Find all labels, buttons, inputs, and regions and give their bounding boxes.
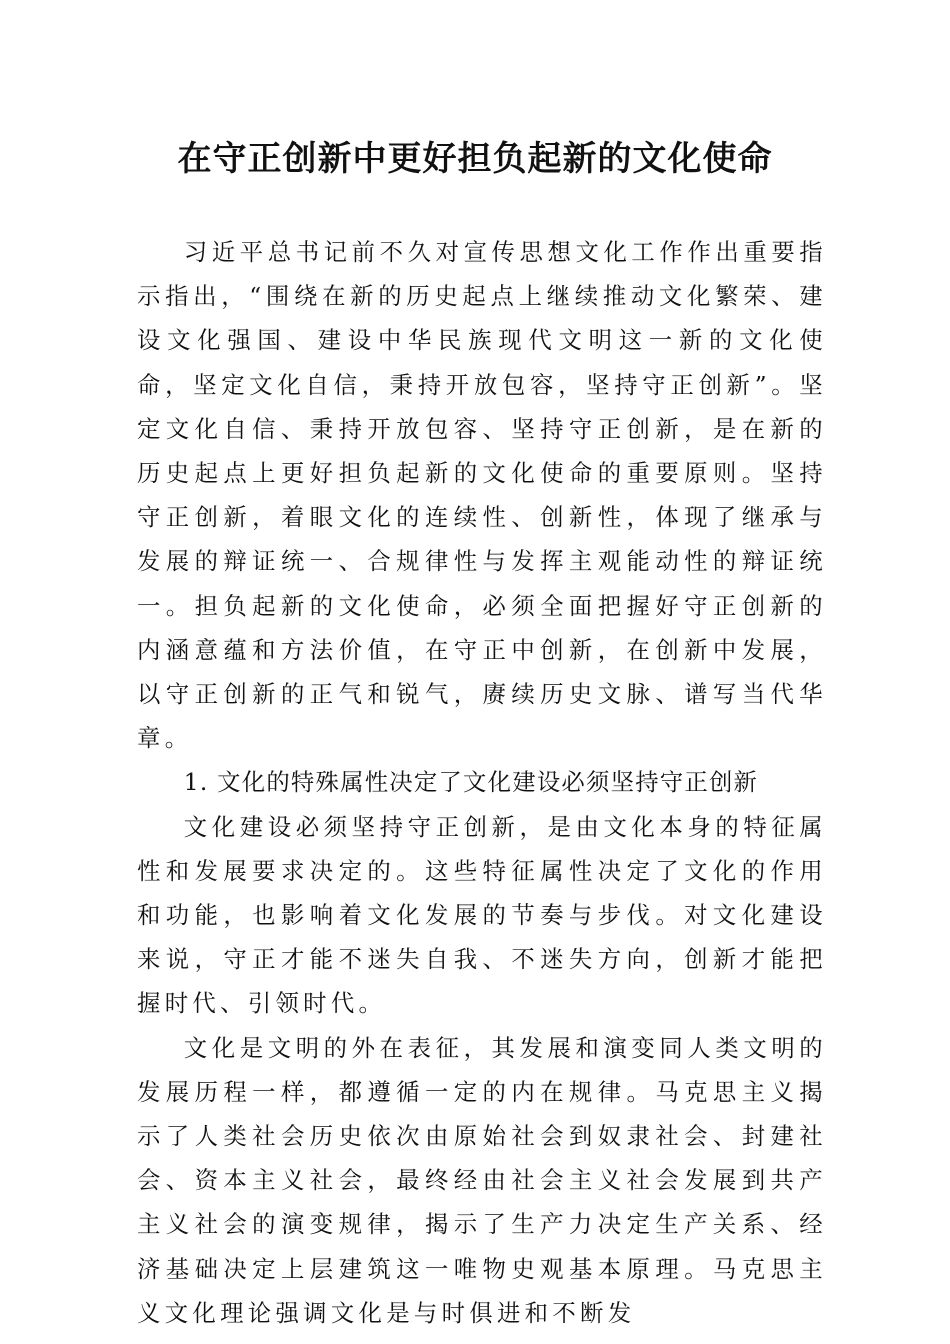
paragraph-culture-civilization: 文化是文明的外在表征，其发展和演变同人类文明的发展历程一样，都遵循一定的内在规律。马克思主义揭示了人类社会历史依次由原始社会到奴隶社会、封建社会、资本主义社会，最终经由社会主义社会发展到共产主义社会的演变规律，揭示了生产力决定生产关系、经济基础决定上层建筑这一唯物史观基本原理。马克思主义文化理论强调文化是与时俱进和不断发 <box>137 1033 827 1327</box>
paragraph-intro: 习近平总书记前不久对宣传思想文化工作作出重要指示指出，“围绕在新的历史起点上继续推动文化繁荣、建设文化强国、建设中华民族现代文明这一新的文化使命，坚定文化自信，秉持开放包容，坚持守正创新”。坚定文化自信、秉持开放包容、坚持守正创新，是在新的历史起点上更好担负起新的文化使命的重要原则。坚持守正创新，着眼文化的连续性、创新性，体现了继承与发展的辩证统一、合规律性与发挥主观能动性的辩证统一。担负起新的文化使命，必须全面把握好守正创新的内涵意蕴和方法价值，在守正中创新，在创新中发展，以守正创新的正气和锐气，赓续历史文脉、谱写当代华章。 <box>137 238 827 753</box>
paragraph-culture-construction: 文化建设必须坚持守正创新，是由文化本身的特征属性和发展要求决定的。这些特征属性决定了文化的作用和功能，也影响着文化发展的节奏与步伐。对文化建设来说，守正才能不迷失自我、不迷失方向，创新才能把握时代、引领时代。 <box>137 812 827 1018</box>
document-title: 在守正创新中更好担负起新的文化使命 <box>177 139 773 179</box>
section-heading: 1. 文化的特殊属性决定了文化建设必须坚持守正创新 <box>183 768 759 797</box>
document-body <box>137 230 827 1335</box>
